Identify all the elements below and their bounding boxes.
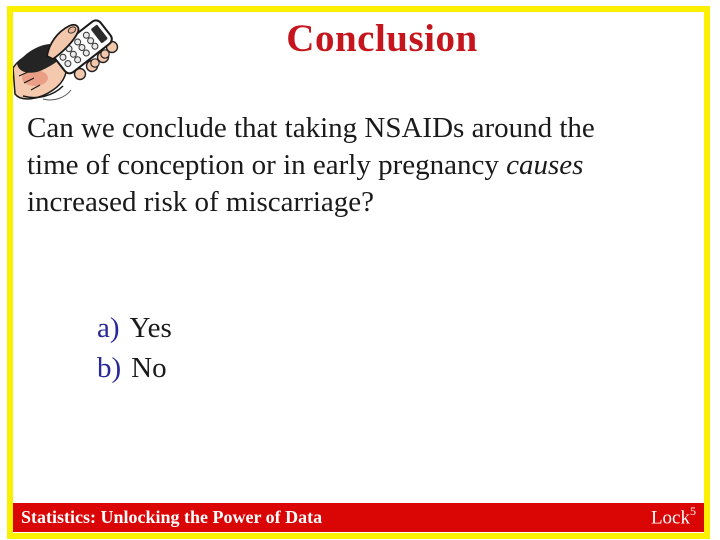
page-title: Conclusion <box>286 17 478 60</box>
answer-item-b <box>97 348 172 388</box>
footer-right-base: Lock <box>650 507 690 529</box>
footer-superscript: 5 <box>690 504 696 519</box>
footer-bar <box>13 503 704 532</box>
answer-label-b: No <box>131 352 167 384</box>
answer-marker-a: a) <box>97 312 120 344</box>
footer-left-text: Statistics: Unlocking the Power of Data <box>21 507 323 527</box>
question-text <box>27 110 706 221</box>
footer-right-text <box>651 505 696 529</box>
question-line-1: Can we conclude that taking NSAIDs around the <box>27 112 595 144</box>
question-line-2-regular: time of conception or in early pregnancy <box>27 149 507 181</box>
question-line-2 <box>27 147 706 184</box>
answer-item-a <box>97 308 172 348</box>
question-line-3: increased risk of miscarriage? <box>27 186 375 218</box>
answer-marker-b: b) <box>97 352 122 384</box>
answer-list <box>97 308 172 388</box>
answer-label-a: Yes <box>129 312 172 344</box>
question-italic-word: causes <box>506 149 584 181</box>
